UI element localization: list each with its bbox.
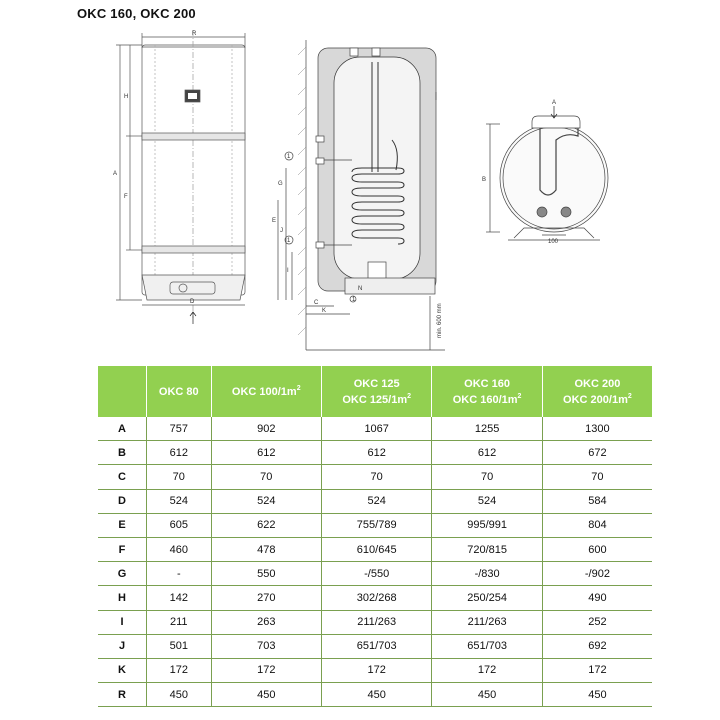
table-cell: 720/815 xyxy=(432,537,542,561)
table-header-okc125 xyxy=(321,366,431,417)
table-cell: 610/645 xyxy=(321,537,431,561)
table-cell: 450 xyxy=(211,683,321,707)
table-cell: 612 xyxy=(321,441,431,465)
dim-label-k: K xyxy=(322,308,327,314)
table-cell: 250/254 xyxy=(432,586,542,610)
table-cell: 672 xyxy=(542,441,652,465)
table-header-okc80 xyxy=(147,366,212,417)
page-title: OKC 160, OKC 200 xyxy=(77,6,196,21)
table-cell: -/550 xyxy=(321,562,431,586)
table-row xyxy=(98,465,652,489)
table-cell: 550 xyxy=(211,562,321,586)
table-cell: -/902 xyxy=(542,562,652,586)
table-cell: 211 xyxy=(147,610,212,634)
header-label: OKC 160 xyxy=(464,377,511,390)
dim-label-e: E xyxy=(272,218,277,224)
table-cell: 651/703 xyxy=(321,634,431,658)
row-label: R xyxy=(98,683,147,707)
front-view xyxy=(116,30,245,324)
table-header-okc160 xyxy=(432,366,542,417)
table-cell: 755/789 xyxy=(321,513,431,537)
table-cell: 902 xyxy=(211,417,321,441)
table-cell: 757 xyxy=(147,417,212,441)
header-sup: 2 xyxy=(407,392,412,400)
row-label: B xyxy=(98,441,147,465)
table-cell: 612 xyxy=(211,441,321,465)
table-cell: 1255 xyxy=(432,417,542,441)
table-row xyxy=(98,586,652,610)
table-cell: 490 xyxy=(542,586,652,610)
header-label: OKC 200/1m xyxy=(563,393,628,406)
table-cell: 501 xyxy=(147,634,212,658)
table-cell: 600 xyxy=(542,537,652,561)
row-label: F xyxy=(98,537,147,561)
circle-label-3: 1 xyxy=(352,297,356,303)
table-cell: 622 xyxy=(211,513,321,537)
header-label: OKC 100/1m xyxy=(231,385,297,398)
circle-label-1: 1 xyxy=(287,154,291,160)
row-label: I xyxy=(98,610,147,634)
header-label: OKC 160/1m xyxy=(452,393,518,406)
row-label: K xyxy=(98,658,147,682)
dim-label-i: I xyxy=(287,268,289,274)
header-sup: 2 xyxy=(517,392,522,400)
dim-label-d: D xyxy=(190,299,195,305)
table-cell: 142 xyxy=(147,586,212,610)
table-cell: 605 xyxy=(147,513,212,537)
table-cell: 460 xyxy=(147,537,212,561)
table-cell: 651/703 xyxy=(432,634,542,658)
dim-label-f: F xyxy=(124,194,128,200)
table-cell: 252 xyxy=(542,610,652,634)
dim-label-top-b: B xyxy=(482,177,487,183)
table-row xyxy=(98,441,652,465)
row-label: E xyxy=(98,513,147,537)
dim-label-h: H xyxy=(124,94,129,100)
table-header-corner xyxy=(98,366,147,417)
dim-label-top-a: A xyxy=(552,100,557,106)
table-cell: -/830 xyxy=(432,562,542,586)
table-row xyxy=(98,562,652,586)
header-label: OKC 200 xyxy=(574,377,621,390)
dim-label-100: 100 xyxy=(548,239,559,245)
table-cell: 524 xyxy=(147,489,212,513)
table-cell: 612 xyxy=(147,441,212,465)
dim-label-g: G xyxy=(278,181,283,187)
table-cell: 302/268 xyxy=(321,586,431,610)
table-row xyxy=(98,513,652,537)
table-row xyxy=(98,658,652,682)
header-label: OKC 80 xyxy=(158,385,199,398)
side-section-view xyxy=(278,40,445,350)
header-sup: 2 xyxy=(296,384,301,392)
table-cell: 211/263 xyxy=(321,610,431,634)
dimensions-table xyxy=(98,366,652,707)
table-header-row xyxy=(98,366,652,417)
dim-label-c: C xyxy=(314,300,319,306)
table-cell: - xyxy=(147,562,212,586)
table-row xyxy=(98,489,652,513)
table-row xyxy=(98,634,652,658)
table-cell: 70 xyxy=(542,465,652,489)
table-row xyxy=(98,417,652,441)
dim-label-r: R xyxy=(192,31,197,37)
table-cell: 172 xyxy=(321,658,431,682)
top-view xyxy=(486,106,608,240)
dim-label-n: N xyxy=(358,286,363,292)
table-cell: 703 xyxy=(211,634,321,658)
table-cell: 1067 xyxy=(321,417,431,441)
row-label: H xyxy=(98,586,147,610)
row-label: C xyxy=(98,465,147,489)
header-label: OKC 125/1m xyxy=(342,393,408,406)
row-label: D xyxy=(98,489,147,513)
table-cell: 450 xyxy=(432,683,542,707)
table-cell: 211/263 xyxy=(432,610,542,634)
table-cell: 524 xyxy=(432,489,542,513)
table-cell: 995/991 xyxy=(432,513,542,537)
row-label: A xyxy=(98,417,147,441)
table-header-okc100 xyxy=(211,366,321,417)
table-header-okc200 xyxy=(542,366,652,417)
table-cell: 263 xyxy=(211,610,321,634)
table-cell: 612 xyxy=(432,441,542,465)
table-row xyxy=(98,537,652,561)
table-cell: 692 xyxy=(542,634,652,658)
table-row xyxy=(98,683,652,707)
header-sup: 2 xyxy=(627,392,632,400)
row-label: J xyxy=(98,634,147,658)
table-cell: 450 xyxy=(321,683,431,707)
table-cell: 172 xyxy=(147,658,212,682)
table-cell: 70 xyxy=(147,465,212,489)
table-cell: 70 xyxy=(211,465,321,489)
table-cell: 172 xyxy=(432,658,542,682)
header-label: OKC 125 xyxy=(353,377,400,390)
table-cell: 172 xyxy=(542,658,652,682)
row-label: G xyxy=(98,562,147,586)
table-cell: 524 xyxy=(321,489,431,513)
table-cell: 70 xyxy=(321,465,431,489)
table-cell: 524 xyxy=(211,489,321,513)
table-cell: 450 xyxy=(542,683,652,707)
table-cell: 70 xyxy=(432,465,542,489)
table-cell: 270 xyxy=(211,586,321,610)
dim-label-j: J xyxy=(280,228,283,234)
table-row xyxy=(98,610,652,634)
table-cell: 1300 xyxy=(542,417,652,441)
table-cell: 584 xyxy=(542,489,652,513)
table-cell: 172 xyxy=(211,658,321,682)
table-body xyxy=(98,417,652,707)
dim-label-a: A xyxy=(113,171,118,177)
table-cell: 804 xyxy=(542,513,652,537)
circle-label-2: 1 xyxy=(287,238,291,244)
dim-label-min600: min. 600 mm xyxy=(437,303,443,338)
table-cell: 450 xyxy=(147,683,212,707)
table-cell: 478 xyxy=(211,537,321,561)
